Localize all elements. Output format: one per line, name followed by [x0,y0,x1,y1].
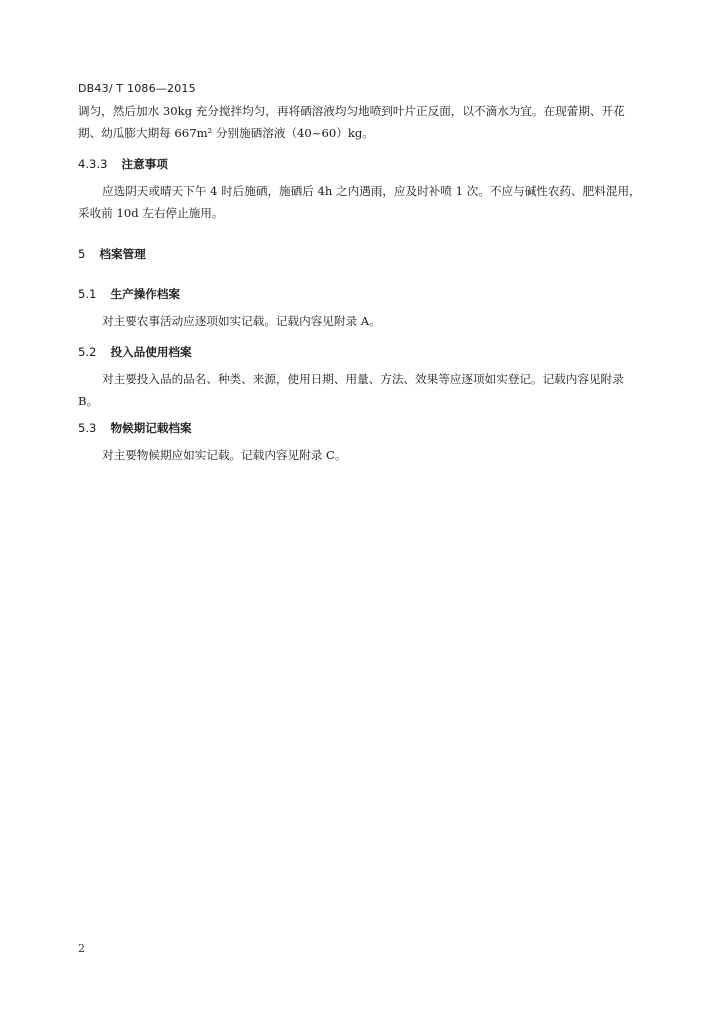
page-number: 2 [78,942,85,955]
continued-paragraph: 调匀，然后加水 30kg 充分搅拌均匀，再将硒溶液均匀地喷到叶片正反面，以不滴水为宜。在现蕾期、开花期、幼瓜膨大期每 667m² 分别施硒溶液（40~60）kg。 [78,104,625,140]
section-title: 物候期记载档案 [110,421,192,435]
section-title: 投入品使用档案 [110,345,192,359]
section-heading-4-3-3 [78,156,168,172]
section-number: 5.1 [78,287,97,301]
section-heading-5-1 [78,286,180,302]
section-paragraph-4-3-3: 应选阴天或晴天下午 4 时后施硒，施硒后 4h 之内遇雨，应及时补喷 1 次。不应与碱性农药、肥料混用，采收前 10d 左右停止施用。 [78,184,641,220]
section-title: 生产操作档案 [110,287,181,301]
section-number: 5.3 [78,421,97,435]
section-title: 注意事项 [121,157,168,171]
section-number: 4.3.3 [78,157,108,171]
section-heading-5-2 [78,344,192,360]
section-paragraph-5-1: 对主要农事活动应逐项如实记载。记载内容见附录 A。 [102,314,381,328]
section-heading-5-3 [78,420,192,436]
standard-number-header: DB43/ T 1086—2015 [78,82,196,95]
section-title: 档案管理 [99,247,146,261]
section-number: 5.2 [78,345,97,359]
section-number: 5 [78,247,86,261]
section-paragraph-5-3: 对主要物候期应如实记载。记载内容见附录 C。 [102,448,347,462]
section-heading-5 [78,246,146,262]
section-paragraph-5-2: 对主要投入品的品名、种类、来源，使用日期、用量、方法、效果等应逐项如实登记。记载内容见附录 B。 [78,372,624,408]
